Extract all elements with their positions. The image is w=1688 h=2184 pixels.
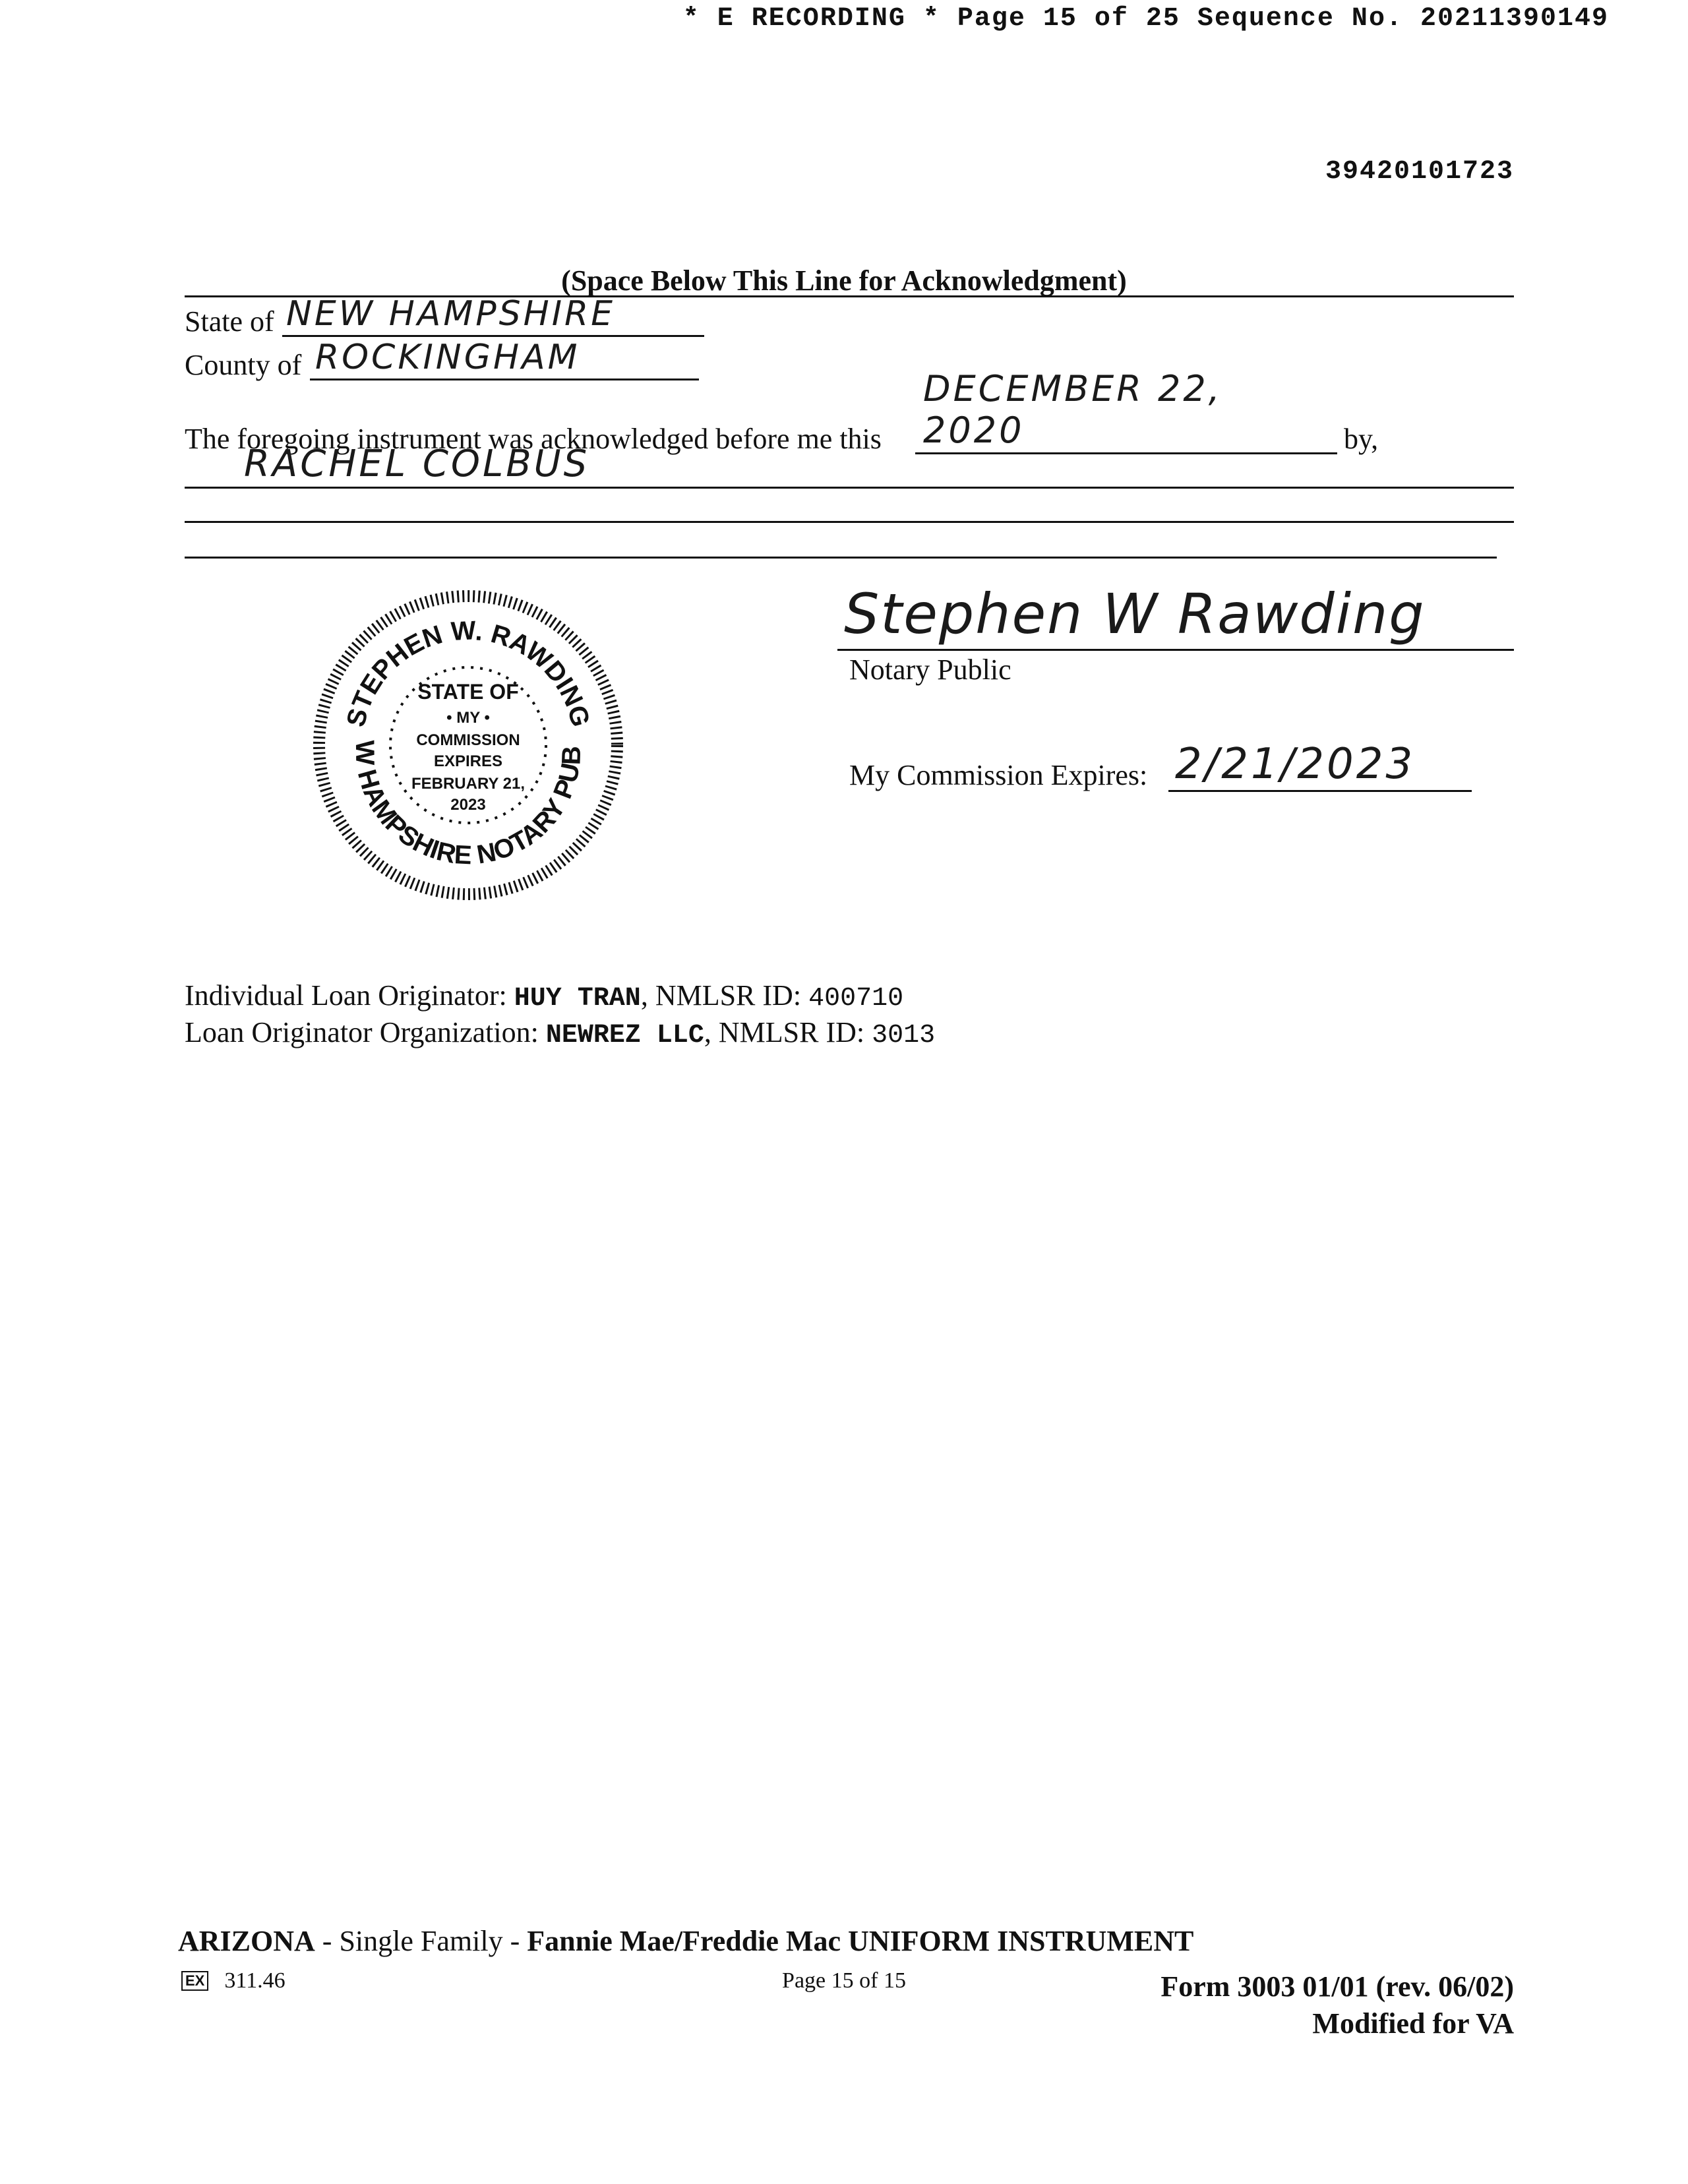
county-field bbox=[310, 338, 699, 380]
footer-instrument-title bbox=[178, 1924, 1193, 1958]
notary-seal bbox=[310, 587, 626, 903]
footer-page-number: Page 15 of 15 bbox=[782, 1968, 906, 1993]
individual-originator-name: HUY TRAN bbox=[514, 984, 641, 1014]
footer-separator: - Single Family - bbox=[315, 1925, 528, 1957]
seal-inner-line2: • MY • bbox=[446, 709, 490, 727]
by-label: by, bbox=[1344, 423, 1379, 455]
seal-inner-line3: COMMISSION bbox=[416, 731, 520, 749]
organization-id-label: , NMLSR ID: bbox=[704, 1016, 865, 1048]
individual-nmlsr-id: 400710 bbox=[808, 984, 904, 1014]
footer-form-number bbox=[1160, 1968, 1514, 2042]
form-number: Form 3003 01/01 (rev. 06/02) bbox=[1160, 1970, 1514, 2003]
seal-bottom-text: W HAMPSHIRE NOTARY PUB bbox=[349, 740, 587, 870]
individual-originator-line bbox=[185, 979, 903, 1014]
notary-signature: Stephen W Rawding bbox=[844, 582, 1426, 646]
date-handwriting: DECEMBER 22, 2020 bbox=[923, 368, 1222, 451]
acknowledgment-heading: (Space Below This Line for Acknowledgment) bbox=[561, 264, 1127, 297]
seal-inner-line6: 2023 bbox=[450, 796, 486, 814]
blank-line-1 bbox=[185, 521, 1514, 523]
state-label: State of bbox=[185, 305, 274, 338]
recording-header: * E RECORDING * Page 15 of 25 Sequence No. 20211390149 bbox=[682, 4, 1609, 34]
footer-code-number: 311.46 bbox=[224, 1968, 286, 1993]
signer-field bbox=[185, 443, 1514, 489]
organization-nmlsr-id: 3013 bbox=[872, 1021, 936, 1050]
acknowledged-statement: The foregoing instrument was acknowledged before me this bbox=[185, 423, 882, 455]
blank-line-2 bbox=[185, 557, 1497, 559]
seal-top-text: STEPHEN W. RAWDING bbox=[341, 616, 595, 730]
notary-signature-field bbox=[837, 574, 1514, 651]
commission-expires-handwriting: 2/21/2023 bbox=[1175, 740, 1416, 789]
individual-id-label: , NMLSR ID: bbox=[640, 979, 802, 1012]
county-label: County of bbox=[185, 349, 302, 381]
seal-inner-line4: EXPIRES bbox=[433, 752, 503, 770]
organization-originator-label: Loan Originator Organization: bbox=[185, 1016, 539, 1048]
footer-state: ARIZONA bbox=[178, 1925, 315, 1957]
footer-instrument: Fannie Mae/Freddie Mac UNIFORM INSTRUMENT bbox=[527, 1925, 1194, 1957]
organization-originator-name: NEWREZ LLC bbox=[545, 1021, 704, 1050]
ex-badge: EX bbox=[181, 1971, 208, 1991]
county-handwriting: ROCKINGHAM bbox=[315, 338, 580, 377]
seal-inner-line1: STATE OF bbox=[417, 680, 519, 704]
commission-expires-label: My Commission Expires: bbox=[849, 759, 1148, 791]
organization-originator-line bbox=[185, 1016, 935, 1050]
seal-inner-line5: FEBRUARY 21, bbox=[411, 775, 526, 793]
individual-originator-label: Individual Loan Originator: bbox=[185, 979, 507, 1012]
form-modified: Modified for VA bbox=[1312, 2007, 1514, 2040]
notary-seal-graphic bbox=[310, 587, 626, 903]
notary-public-label: Notary Public bbox=[849, 653, 1011, 686]
commission-expires-field bbox=[1168, 732, 1472, 792]
signer-handwriting: RACHEL COLBUS bbox=[244, 442, 590, 485]
loan-number: 39420101723 bbox=[1325, 157, 1514, 187]
state-handwriting: NEW HAMPSHIRE bbox=[286, 294, 616, 334]
state-field bbox=[282, 294, 704, 337]
